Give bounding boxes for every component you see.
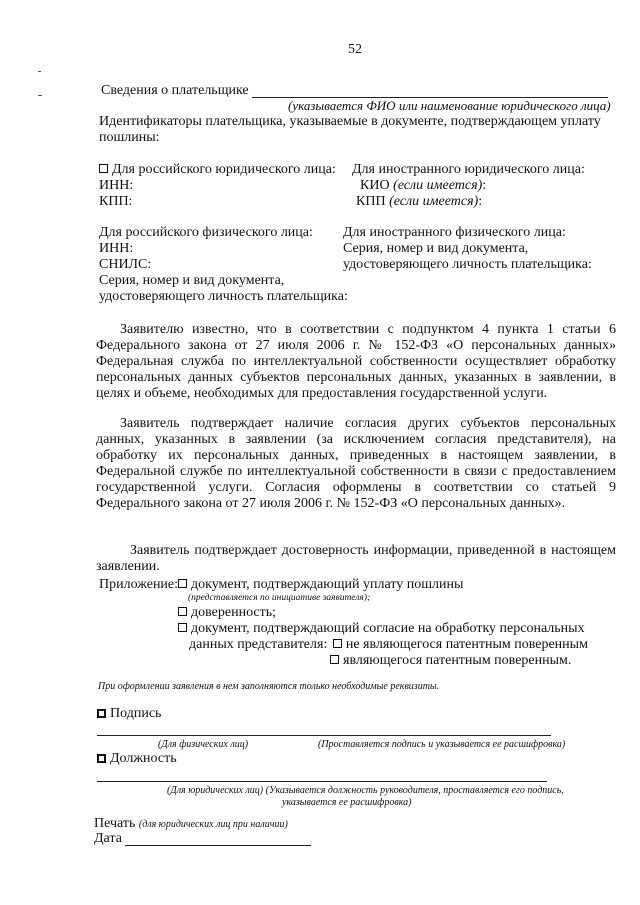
- stamp-label: Печать (для юридических лиц при наличии): [94, 816, 288, 831]
- checkbox-icon: [178, 623, 187, 632]
- ru-person-inn: ИНН:: [99, 241, 134, 256]
- foreign-person-doc-line1: Серия, номер и вид документа,: [343, 241, 529, 256]
- ru-person-snils: СНИЛС:: [99, 257, 152, 272]
- checkbox-icon: [97, 709, 106, 718]
- identifiers-line2: пошлины:: [99, 130, 160, 145]
- paragraph-consent: Заявитель подтверждает наличие согласия других субъектов персональных данных, указанных в заявлении (за исключением согласия представителя), на обработку их персональных данных, приведенных в настоящем заявлении, в Федеральной службе по интеллектуальной собственности в связи с предоставлением государственной услуги. Согласия оформлены в соответствии со статьей 9 Федерального закона от 27 июля 2006 г. № 152-ФЗ «О персональных данных».: [96, 416, 616, 511]
- foreign-person-title: Для иностранного физического лица:: [343, 225, 566, 240]
- position-line: [97, 781, 547, 782]
- payer-hint: (указывается ФИО или наименование юридического лица): [288, 98, 611, 113]
- scan-mark: [38, 71, 41, 72]
- checkbox-icon: [330, 655, 339, 664]
- signature-line: [97, 735, 551, 736]
- foreign-legal-kio: КИО (если имеется):: [360, 178, 487, 193]
- ru-legal-inn: ИНН:: [99, 178, 134, 193]
- position-hint-line1: (Для юридических лиц) (Указывается должность руководителя, проставляется его подпись,: [167, 785, 564, 796]
- date-label: Дата: [94, 831, 122, 846]
- attachment-power-of-attorney: доверенность;: [178, 605, 276, 621]
- attachments-label: Приложение:: [99, 577, 179, 592]
- signature-individuals-hint: (Для физических лиц): [158, 739, 249, 750]
- position-label: Должность: [97, 751, 177, 767]
- fill-note: При оформлении заявления в нем заполняются только необходимые реквизиты.: [98, 681, 440, 692]
- ru-person-doc-line1: Серия, номер и вид документа,: [99, 273, 285, 288]
- checkbox-icon: [99, 164, 108, 173]
- foreign-person-doc-line2: удостоверяющего личность плательщика:: [343, 257, 592, 272]
- ru-person-doc-line2: удостоверяющего личность плательщика:: [99, 289, 348, 304]
- attachment-consent: документ, подтверждающий согласие на обработку персональных: [178, 621, 585, 637]
- foreign-legal-kpp: КПП (если имеется):: [356, 194, 483, 209]
- scan-mark: [38, 95, 42, 96]
- attachment-consent-line2: данных представителя: не являющегося патентным поверенным: [189, 637, 588, 652]
- paragraph-processing: Заявителю известно, что в соответствии с подпунктом 4 пункта 1 статьи 6 Федерального закона от 27 июля 2006 г. № 152-ФЗ «О персональных данных» Федеральная служба по интеллектуальной собственности осуществляет обработку персональных данных субъектов персональных данных, указанных в заявлении, в целях и объеме, необходимых для предоставления государственной услуги.: [96, 322, 616, 401]
- signature-label: Подпись: [97, 706, 161, 722]
- ru-legal-title: Для российского юридического лица:: [99, 162, 336, 178]
- attachment-payment: документ, подтверждающий уплату пошлины: [178, 577, 463, 593]
- signature-hint: (Проставляется подпись и указывается ее расшифровка): [318, 739, 566, 750]
- attachment-payment-note: (представляется по инициативе заявителя);: [188, 593, 371, 603]
- checkbox-icon: [178, 607, 187, 616]
- checkbox-icon: [178, 579, 187, 588]
- checkbox-icon: [333, 639, 342, 648]
- paragraph-accuracy: Заявитель подтверждает достоверность информации, приведенной в настоящем заявлении.: [96, 543, 616, 574]
- ru-legal-kpp: КПП:: [99, 194, 133, 209]
- foreign-legal-title: Для иностранного юридического лица:: [352, 162, 585, 177]
- checkbox-icon: [97, 754, 106, 763]
- identifiers-line1: Идентификаторы плательщика, указываемые в документе, подтверждающем уплату: [99, 114, 601, 129]
- date-line: [125, 845, 311, 846]
- position-hint-line2: указывается ее расшифровка): [282, 797, 412, 808]
- page-number: 52: [348, 42, 362, 57]
- attachment-consent-opt2: являющегося патентным поверенным.: [330, 653, 571, 669]
- ru-person-title: Для российского физического лица:: [99, 225, 313, 240]
- payer-label: Сведения о плательщике: [101, 83, 249, 98]
